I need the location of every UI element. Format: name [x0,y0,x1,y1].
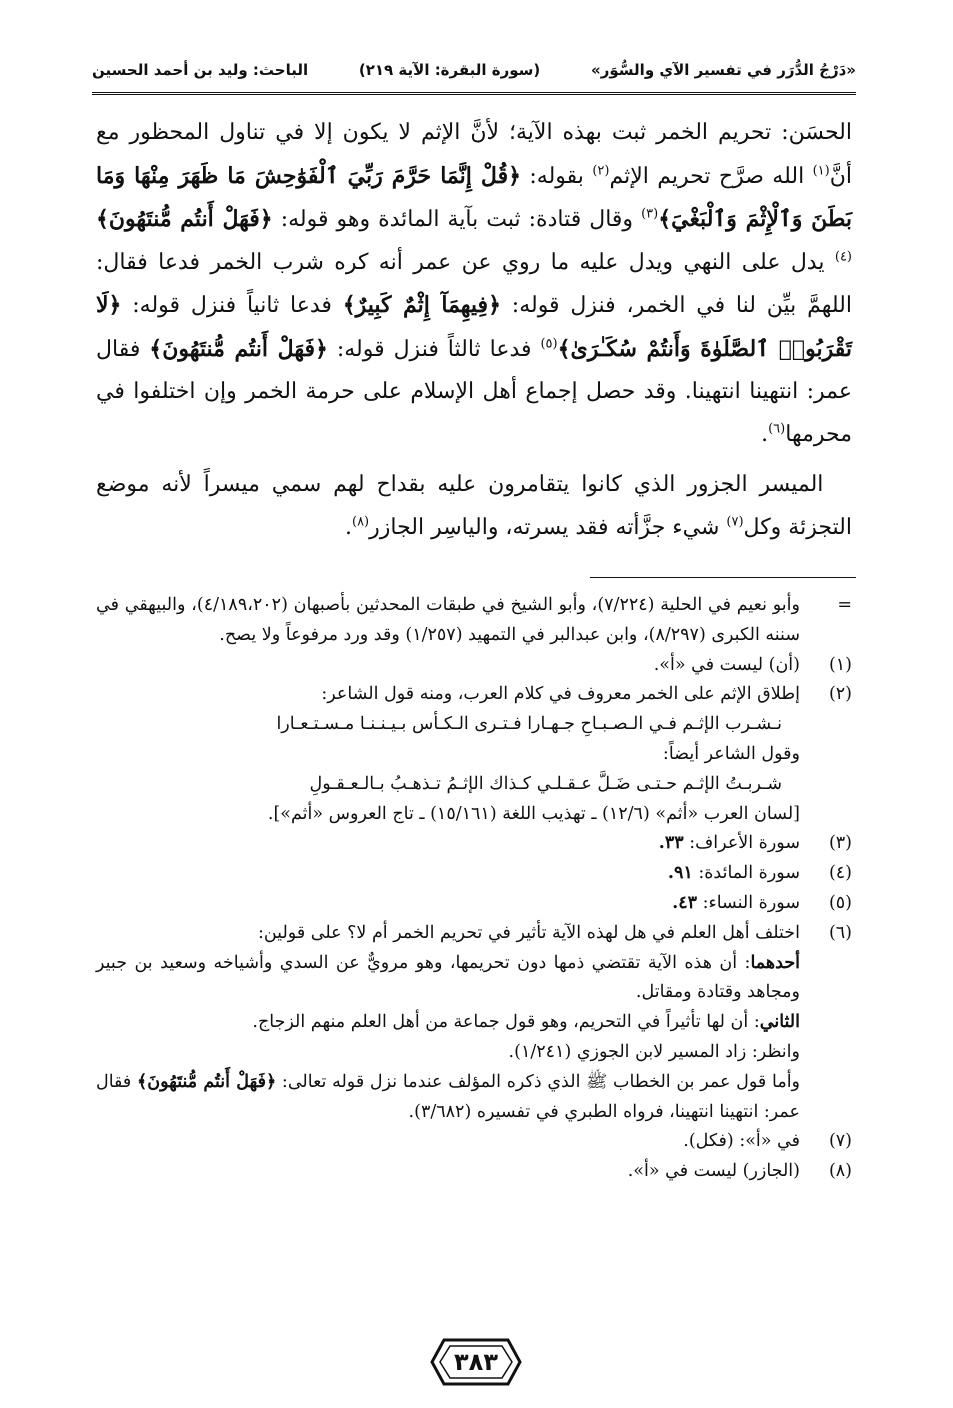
footnote-number: (٣) [828,833,852,854]
footnote-text [96,859,800,889]
footnote-text: وأبو نعيم في الحلية (٧/٢٢٤)، وأبو الشيخ في طبقات المحدثين بأصبهان (٤/١٨٩،٢٠٢)، والبيهقي في سننه الكبرى (٨/٢٩٧)، وابن عبدالبر في التمهيد (١/٢٥٧) وقد ورد مرفوعاً ولا يصح. [96,595,800,645]
quran-verse: ﴿فَهَلْ أَنتُم مُّنتَهُونَ﴾ [149,335,328,362]
footnote-number: = [837,595,852,615]
footnote-number: (٤) [828,863,852,884]
verse-number: ٣٣. [658,833,684,854]
footnote-6 [96,919,852,1128]
text-run: الله صرَّح تحريم الإثم [609,163,813,189]
footnote-ref-4[interactable]: (٤) [834,249,852,265]
text-run: شيء جزَّأته فقد يسرته، والياسِر الجازر [369,514,727,540]
footnote-2 [96,680,852,829]
header-rule [92,92,856,95]
footnote-continuation [96,591,852,651]
footnote-number: (٢) [828,684,852,705]
text-run: سورة الأعراف: [683,833,800,854]
footnote-number: (٨) [828,1161,852,1182]
quran-verse: ﴿لَا تَقْرَبُوا۟ ٱلصَّلَوٰةَ وَأَنتُمْ سُكَـٰرَىٰ﴾ [96,292,853,362]
quran-verse: ﴿فَهَلْ أَنتُم مُّنتَهُونَ﴾ [96,206,273,232]
footnotes [96,591,852,1187]
footnote-line: إطلاق الإثم على الخمر معروف في كلام العرب، ومنه قول الشاعر: [321,684,800,705]
footnote-ref-5[interactable]: (٥) [540,336,558,352]
text-run: سورة المائدة: [692,863,800,884]
verse-hemistich: كـذاك الإثـمُ تـذهـبُ بـالـعـقـولِ [309,773,532,794]
text-run: الميسر الجزور الذي كانوا يتقامرون عليه بقداح لهم سمي ميسراً لأنه موضع التجزئة وكل [96,472,852,540]
verse-hemistich: فـتـرى الـكـأس بـيـنـنـا مـسـتـعـارا [276,714,522,735]
poetry-verse [96,770,800,800]
text-run: . [761,421,769,447]
footnote-number: (٦) [828,922,852,943]
footnote-line [96,949,800,1009]
page-number: ٣٨٣ [454,1348,498,1376]
text-run: سورة النساء: [697,892,800,913]
sura-reference: (سورة البقرة: الآية ٢١٩) [358,61,541,79]
footnote-ref-2[interactable]: (٢) [592,163,610,179]
verse-number: ٤٣. [672,892,697,913]
footnote-ref-1[interactable]: (١) [812,163,830,179]
text-run: فقال عمر: انتهينا انتهينا، فرواه الطبري في تفسيره (٣/٦٨٢). [96,1071,800,1122]
footnote-line: وانظر: زاد المسير لابن الجوزي (١/٢٤١). [508,1041,800,1062]
footnote-ref-6[interactable]: (٦) [768,421,786,437]
footnote-text: (أن) ليست في «أ». [653,654,800,675]
footnote-line: وقول الشاعر أيضاً: [662,743,800,764]
footnote-ref-3[interactable]: (٣) [641,206,659,222]
footnote-line [96,1068,800,1128]
footnote-ref-7[interactable]: (٧) [726,514,744,530]
footnote-text [96,829,800,859]
footnote-text [96,889,800,919]
footnote-ref-8[interactable]: (٨) [351,514,370,530]
researcher-name: الباحث: وليد بن أحمد الحسين [92,61,309,79]
footnote-separator [590,577,856,578]
verse-hemistich: نـشـرب الإثـم فـي الـصـبـاحِ جـهـارا [527,714,782,735]
footnote-8 [96,1157,852,1187]
quran-verse: ﴿فَهَلْ أَنتُم مُّنتَهُونَ﴾ [136,1071,277,1092]
text-run: وقال قتادة: ثبت بآية المائدة وهو قوله: [272,207,642,232]
footnote-7 [96,1127,852,1157]
footnote-number: (٧) [828,1131,852,1152]
footnote-text [96,680,800,829]
quran-verse: ﴿قُلْ إِنَّمَا حَرَّمَ رَبِّيَ ٱلْفَوَٰحِشَ مَا ظَهَرَ مِنْهَا وَمَا بَطَنَ وَٱلْإِثْمَ وَٱلْبَغْيَ﴾ [96,162,852,232]
footnote-text: في «أ»: (فكل). [683,1131,800,1152]
text-run: فدعا ثانياً فنزل قوله: [121,293,343,318]
footnote-4 [96,859,852,889]
page-number-ornament [430,1338,522,1386]
running-header [92,52,856,88]
opinion-label: الثاني [759,1012,800,1033]
footnote-5 [96,889,852,919]
text-run: : أن لها تأثيراً في التحريم، وهو قول جماعة من أهل العلم منهم الزجاج. [252,1012,760,1033]
verse-hemistich: شـربـتُ الإثـم حـتـى ضَـلَّ عـقـلـي [536,773,782,794]
text-run: وأما قول عمر بن الخطاب ﷺ الذي ذكره المؤلف عندما نزل قوله تعالى: [276,1071,801,1092]
poetry-verse [96,710,800,740]
book-title: «دَرْجُ الدُّرَر في تفسير الآي والسُّوَر» [591,61,856,79]
text-run: يدل على النهي ويدل عليه ما روي عن عمر أنه كره شرب الخمر فدعا فقال: اللهمَّ بيِّن لنا في الخمر، فنزل قوله: [96,249,852,318]
opinion-label: أحدهما [750,952,800,973]
footnote-number: (١) [828,654,852,675]
footnote-line: اختلف أهل العلم في هل لهذه الآية تأثير في تحريم الخمر أم لا؟ على قولين: [257,922,800,943]
text-run: فدعا ثالثاً فنزل قوله: [327,336,541,362]
main-text [96,112,852,549]
paragraph-1 [96,112,852,456]
text-run: : أن هذه الآية تقتضي ذمها دون تحريمها، وهو مرويٌّ عن السدي وأشياخه وسعيد بن جبير ومجاهد وقتادة ومقاتل. [96,952,800,1003]
footnote-number: (٥) [828,892,852,913]
footnote-3 [96,829,852,859]
text-run: الحسَن: تحريم الخمر ثبت بهذه الآية؛ لأنَّ الإثم لا يكون إلا في تناول المحظور مع أنَّ [96,120,852,189]
text-run: بقوله: [521,163,593,189]
footnote-line [96,1008,800,1038]
footnote-text [96,919,800,1128]
footnote-text: (الجازر) ليست في «أ». [627,1161,800,1182]
paragraph-2 [96,464,852,549]
text-run: . [344,514,352,540]
footnote-source: [لسان العرب «أثم» (١٢/٦) ـ تهذيب اللغة (١٥/١٦١) ـ تاج العروس «أثم»]. [267,803,800,824]
text-run: فقال عمر: انتهينا انتهينا. وقد حصل إجماع أهل الإسلام على حرمة الخمر وإن اختلفوا في محرمها [96,336,852,447]
footnote-1 [96,651,852,681]
quran-verse: ﴿فِيهِمَآ إِثْمٌ كَبِيرٌ﴾ [342,292,501,318]
verse-number: ٩١. [667,863,693,884]
